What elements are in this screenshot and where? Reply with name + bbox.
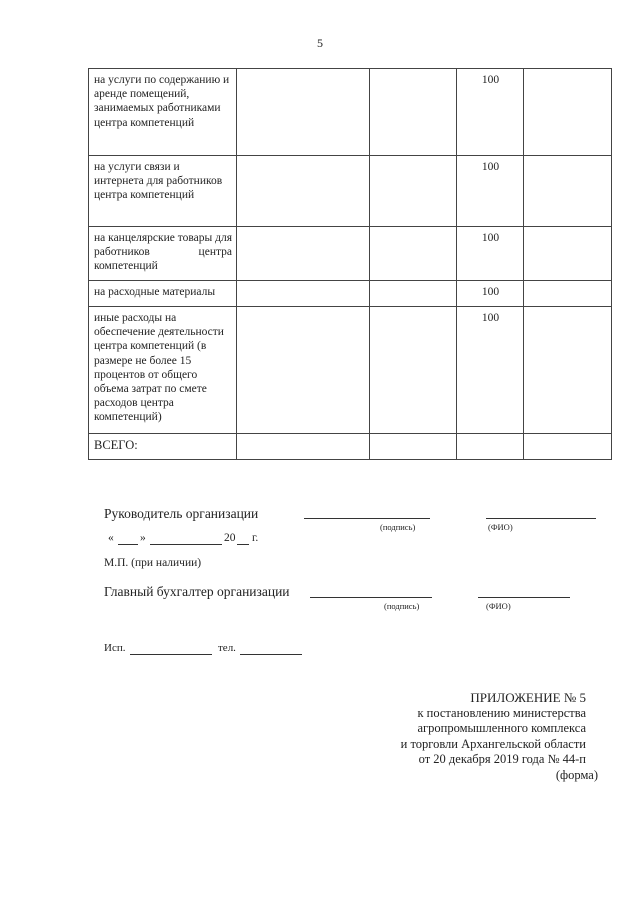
table-cell bbox=[237, 307, 370, 434]
table-row bbox=[89, 156, 612, 227]
head-name-line bbox=[486, 518, 596, 519]
appendix-line-2: агропромышленного комплекса bbox=[417, 721, 586, 735]
head-label: Руководитель организации bbox=[104, 506, 259, 521]
date-close-quote: » bbox=[140, 532, 146, 544]
table-cell bbox=[524, 307, 612, 434]
phone-line bbox=[240, 654, 302, 655]
row-value: 100 bbox=[457, 156, 524, 227]
stamp-label: М.П. (при наличии) bbox=[104, 557, 202, 569]
appendix-line-3: и торговли Архангельской области bbox=[400, 736, 586, 751]
page-number: 5 bbox=[317, 36, 323, 50]
row-value: 100 bbox=[457, 307, 524, 434]
date-day-line bbox=[118, 544, 138, 545]
table-cell bbox=[524, 281, 612, 307]
appendix-line-1: к постановлению министерства bbox=[417, 705, 586, 720]
appendix-block bbox=[401, 690, 598, 783]
phone-label: тел. bbox=[218, 642, 236, 654]
accountant-name-caption: (ФИО) bbox=[486, 601, 511, 611]
row-label: на расходные материалы bbox=[89, 281, 237, 307]
table-cell bbox=[370, 227, 457, 281]
accountant-signature-caption: (подпись) bbox=[384, 601, 420, 611]
row-value: 100 bbox=[457, 69, 524, 156]
table-cell bbox=[237, 434, 370, 460]
date-open-quote: « bbox=[108, 532, 114, 544]
row-value: 100 bbox=[457, 227, 524, 281]
table-row bbox=[89, 307, 612, 434]
head-name-caption: (ФИО) bbox=[488, 522, 513, 532]
appendix-line-4: от 20 декабря 2019 года № 44-п bbox=[418, 752, 586, 766]
accountant-label: Главный бухгалтер организации bbox=[104, 584, 290, 599]
table-cell bbox=[524, 69, 612, 156]
form-label: (форма) bbox=[555, 767, 598, 782]
table-cell bbox=[237, 69, 370, 156]
row-label: на услуги по содержанию и аренде помещений, занимаемых работниками центра компетенций bbox=[89, 69, 237, 156]
executor-label: Исп. bbox=[104, 642, 126, 654]
row-label: на услуги связи и интернета для работников центра компетенций bbox=[89, 156, 237, 227]
table-cell bbox=[237, 227, 370, 281]
total-label: ВСЕГО: bbox=[89, 434, 237, 460]
date-year-line bbox=[237, 544, 249, 545]
table-cell bbox=[524, 434, 612, 460]
accountant-name-line bbox=[478, 597, 570, 598]
table-row bbox=[89, 69, 612, 156]
total-row bbox=[89, 434, 612, 460]
table-cell bbox=[524, 156, 612, 227]
table-cell bbox=[237, 281, 370, 307]
head-signature-caption: (подпись) bbox=[380, 522, 416, 532]
table-cell bbox=[370, 434, 457, 460]
row-label: иные расходы на обеспечение деятельности центра компетенций (в размере не более 15 процентов от общего объема затрат по смете расходов центра компетенций) bbox=[89, 307, 237, 434]
executor-line bbox=[130, 654, 212, 655]
table-cell bbox=[370, 281, 457, 307]
table-cell bbox=[370, 307, 457, 434]
cost-table bbox=[88, 68, 612, 460]
accountant-signature-line bbox=[310, 597, 432, 598]
table-cell bbox=[370, 69, 457, 156]
table-row bbox=[89, 281, 612, 307]
table-cell bbox=[237, 156, 370, 227]
date-year-suffix: г. bbox=[252, 532, 259, 544]
table-row bbox=[89, 227, 612, 281]
row-label: на канцелярские товары для работников центра компетенций bbox=[89, 227, 237, 281]
date-year-prefix: 20 bbox=[224, 532, 236, 544]
table-cell bbox=[457, 434, 524, 460]
row-value: 100 bbox=[457, 281, 524, 307]
head-signature-line bbox=[304, 518, 430, 519]
table-cell bbox=[524, 227, 612, 281]
appendix-title: ПРИЛОЖЕНИЕ № 5 bbox=[470, 690, 586, 705]
date-month-line bbox=[150, 544, 222, 545]
table-cell bbox=[370, 156, 457, 227]
